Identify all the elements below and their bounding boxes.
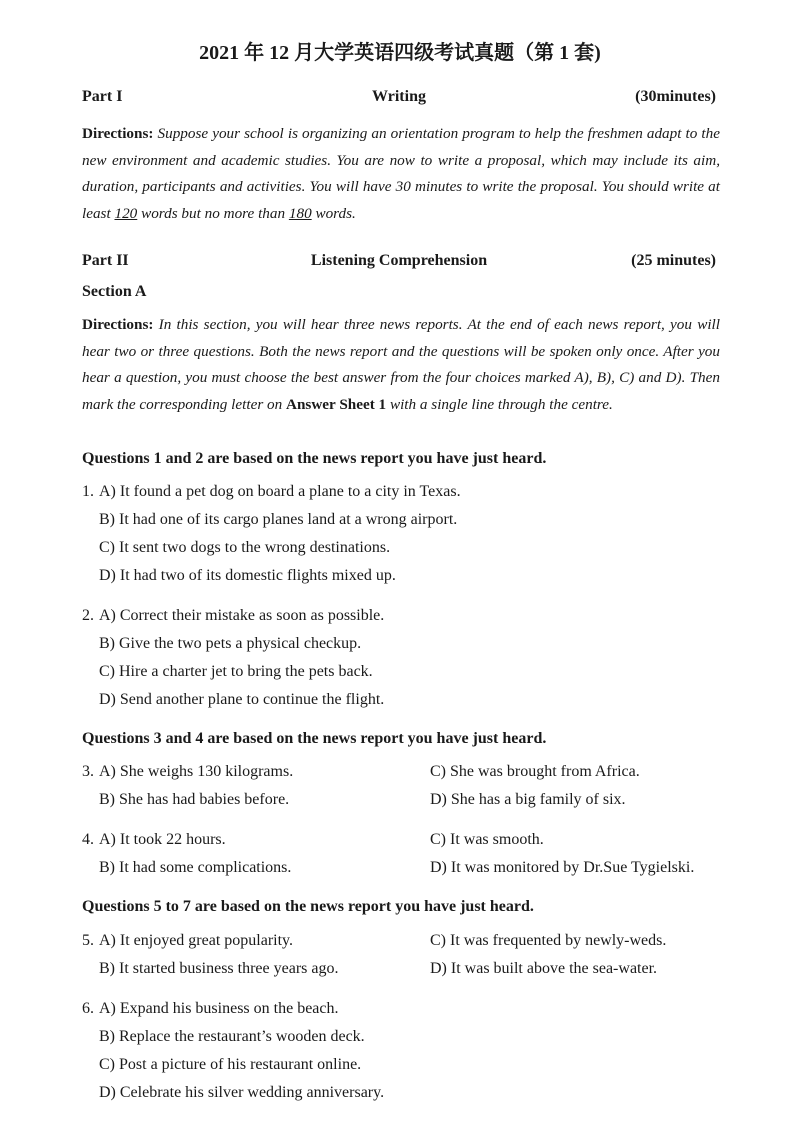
page-title: 2021 年 12 月大学英语四级考试真题（第 1 套) [199,42,601,64]
option-text: D) It was monitored by Dr.Sue Tygielski. [430,859,695,876]
option-text: A) It enjoyed great popularity. [99,932,294,949]
option-text: D) She has a big family of six. [430,791,626,808]
option-text: A) It took 22 hours. [99,831,226,848]
part2-directions [82,312,720,418]
part1-name: Writing [372,88,426,105]
option-text: A) She weighs 130 kilograms. [99,763,294,780]
option-text: B) Give the two pets a physical checkup. [99,635,362,652]
section-a-heading: Section A [82,283,147,300]
question-group-heading: Questions 3 and 4 are based on the news report you have just heard. [82,730,547,747]
option-text: C) It sent two dogs to the wrong destinations. [99,539,391,556]
option-text: B) It started business three years ago. [99,960,339,977]
part1-min-words: 120 [114,204,138,222]
part2-directions-text-a: In this section, you will hear three news reports. At the end of each news report, you will hear two or three questions. Both the news report and the questions will be spoken only once. After you hear a question, you must choose the best answer from the four choices marked A), B), C) and D). Then mark the corresponding letter on [82,316,720,413]
option-text: B) It had one of its cargo planes land at a wrong airport. [99,511,458,528]
part2-directions-text-b: with a single line through the centre. [386,395,613,413]
part2-header [82,252,716,276]
part1-directions-text-a: Suppose your school is organizing an orientation program to help the freshmen adapt to the new environment and academic studies. You are now to write a proposal, which may include its aim, duration, participants and activities. You will have 30 minutes to write the proposal. You should write at least [82,125,720,222]
question-number: 5. [82,932,94,949]
option-text: D) It had two of its domestic flights mixed up. [99,567,396,584]
part1-directions-text-c: words. [311,204,356,222]
option-text: B) She has had babies before. [99,791,290,808]
option-text: D) Celebrate his silver wedding anniversary. [99,1084,385,1101]
option-text: D) It was built above the sea-water. [430,960,658,977]
question-number: 2. [82,607,94,624]
part2-name: Listening Comprehension [310,252,488,269]
part1-directions [82,121,720,227]
option-text: B) Replace the restaurant’s wooden deck. [99,1028,365,1045]
option-text: C) Post a picture of his restaurant online. [99,1056,362,1073]
part1-max-words: 180 [288,204,312,222]
part2-directions-label: Directions: [82,316,154,333]
option-text: C) It was frequented by newly-weds. [430,932,667,949]
option-text: D) Send another plane to continue the flight. [99,691,385,708]
option-text: B) It had some complications. [99,859,292,876]
question-number: 4. [82,831,94,848]
option-text: C) It was smooth. [430,831,544,848]
option-text: C) Hire a charter jet to bring the pets back. [99,663,373,680]
part1-time: (30minutes) [635,88,716,105]
part1-directions-text-b: words but no more than [137,204,289,222]
part1-label: Part I [82,88,123,105]
part1-header [82,88,716,112]
question-number: 3. [82,763,94,780]
part1-directions-label: Directions: [82,125,154,142]
part2-time: (25 minutes) [631,252,716,269]
answer-sheet-label: Answer Sheet 1 [286,395,387,413]
option-text: C) She was brought from Africa. [430,763,640,780]
question-group-heading: Questions 1 and 2 are based on the news report you have just heard. [82,450,547,467]
option-text: A) Correct their mistake as soon as possible. [99,607,385,624]
question-number: 1. [82,483,94,500]
question-number: 6. [82,1000,94,1017]
question-group-heading: Questions 5 to 7 are based on the news report you have just heard. [82,898,534,915]
option-text: A) Expand his business on the beach. [99,1000,339,1017]
option-text: A) It found a pet dog on board a plane to a city in Texas. [99,483,461,500]
part2-label: Part II [82,252,129,269]
